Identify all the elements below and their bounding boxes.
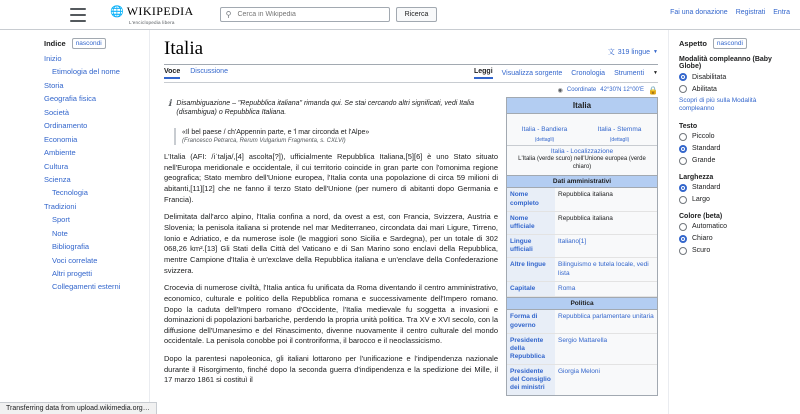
toc-item-tradizioni[interactable]: Tradizioni xyxy=(44,201,77,211)
article-columns xyxy=(164,97,658,397)
donate-link[interactable]: Fai una donazione xyxy=(670,9,728,16)
pin-icon: ◉ xyxy=(557,87,563,94)
appearance-option-label: Abilitata xyxy=(692,85,717,93)
infobox-value-nome-ufficiale: Repubblica italiana xyxy=(558,214,613,222)
info-icon: ℹ xyxy=(168,97,172,108)
infobox-key-capitale: Capitale xyxy=(507,282,555,296)
radio-icon[interactable] xyxy=(679,247,687,255)
article-prose xyxy=(164,97,498,397)
radio-icon[interactable] xyxy=(679,196,687,204)
infobox-value-nome-completo: Repubblica italiana xyxy=(558,191,613,199)
radio-icon[interactable] xyxy=(679,73,687,81)
toc-item-cultura[interactable]: Cultura xyxy=(44,161,69,171)
radio-icon[interactable] xyxy=(679,223,687,231)
logo-tagline: L'enciclopedia libera xyxy=(128,20,175,25)
namespace-tabs xyxy=(164,68,228,79)
appearance-option-largo[interactable] xyxy=(679,196,792,204)
search-box[interactable] xyxy=(220,7,390,22)
toc-item-altri-progetti[interactable]: Altri progetti xyxy=(52,269,93,278)
search-input[interactable] xyxy=(235,10,383,19)
appearance-option-label: Chiaro xyxy=(692,235,713,243)
view-tabs xyxy=(474,68,658,79)
toc-item-ambiente[interactable]: Ambiente xyxy=(44,148,76,158)
quote-source: (Francesco Petrarca, Rerum Vulgarium Fragmenta, s. CXLVI) xyxy=(182,138,346,145)
toc-item-voci-correlate[interactable]: Voci correlate xyxy=(52,255,98,265)
infobox-section-politics: Politica xyxy=(507,297,657,310)
search-button[interactable]: Ricerca xyxy=(396,7,438,22)
lock-icon: 🔒 xyxy=(648,85,658,95)
appearance-option-grande[interactable] xyxy=(679,157,792,165)
appearance-group-text xyxy=(679,123,792,165)
infobox-key-lingue-ufficiali: Lingue ufficiali xyxy=(507,235,555,257)
coordinates-label[interactable]: Coordinate xyxy=(566,87,597,94)
infobox-key-nome-completo: Nome completo xyxy=(507,188,555,210)
search-icon: ⚲ xyxy=(225,10,232,19)
appearance-option-label: Piccolo xyxy=(692,133,715,141)
hatnote-text: Disambiguazione – "Repubblica italiana" rimanda qui. Se stai cercando altri significati, vedi Italia (disambigua) o Repubblica Italiana. xyxy=(176,99,474,117)
page-title: Italia xyxy=(164,38,204,59)
infobox-row xyxy=(507,212,657,235)
infobox-value-presidente-consiglio[interactable]: Giorgia Meloni xyxy=(558,368,600,376)
toc-list xyxy=(14,55,139,292)
appearance-birthday-more-link[interactable]: Scopri di più sulla Modalità compleanno xyxy=(679,97,757,113)
toc-item-bibliografia[interactable]: Bibliografia xyxy=(52,242,90,252)
toc-item-economia[interactable]: Economia xyxy=(44,134,78,144)
infobox-location-caption: L'Italia (verde scuro) nell'Unione europea (verde chiaro) xyxy=(518,155,646,170)
site-header xyxy=(0,0,800,30)
language-icon: 文 xyxy=(607,49,615,56)
toc-item-collegamenti-esterni[interactable]: Collegamenti esterni xyxy=(52,282,121,292)
infobox-flag-caption[interactable]: Italia - Bandiera xyxy=(521,125,568,133)
appearance-header xyxy=(679,38,792,49)
appearance-option-label: Largo xyxy=(692,196,710,204)
radio-icon[interactable] xyxy=(679,85,687,93)
article-content xyxy=(150,30,668,414)
chevron-down-icon[interactable]: ▼ xyxy=(653,70,658,77)
infobox-key-presidente-consiglio: Presidente del Consiglio dei ministri xyxy=(507,365,555,395)
login-link[interactable]: Entra xyxy=(773,9,790,16)
tab-discussione[interactable]: Discussione xyxy=(190,67,228,75)
appearance-option-standard-larghezza[interactable] xyxy=(679,184,792,192)
paragraph-4: Dopo la parentesi napoleonica, gli italiani lottarono per l'unificazione e l'indipendenza nazionale durante il Risorgimento, finché dopo la seconda guerra d'indipendenza e la spedizione dei Mille, il 17 marzo 1861 si costituì il xyxy=(164,354,498,385)
appearance-group-label: Testo xyxy=(679,122,698,130)
appearance-group-label: Modalità compleanno (Baby Globe) xyxy=(679,56,772,70)
paragraph-3: Crocevia di numerose civiltà, l'Italia antica fu unificata da Roma diventando il centro amministrativo, economico, culturale e politico della Repubblica romana e successivamente dell'Impero romano. Dopo la caduta dell'Impero romano d'Occidente, l'Italia medievale fu soggetta a invasioni e dominazioni di popolazioni barbariche, perdendo la propria unità politica. Tra XV e XVI secolo, con la diffusione dell'Umanesimo e del Rinascimento, divenne nuovamente il centro culturale del mondo occidentale. La penisola conobbe poi il controriforma, il barocco e il neoclassicismo. xyxy=(164,283,498,346)
toc-item-etimologia[interactable]: Etimologia del nome xyxy=(52,67,120,77)
toc-item-storia[interactable]: Storia xyxy=(44,80,64,90)
infobox-value-forma-di-governo[interactable]: Repubblica parlamentare unitaria xyxy=(558,313,654,321)
infobox-value-presidente-repubblica[interactable]: Sergio Mattarella xyxy=(558,336,608,344)
appearance-option-piccolo[interactable] xyxy=(679,133,792,141)
radio-icon[interactable] xyxy=(679,133,687,141)
title-row xyxy=(164,38,658,61)
quote-text: «Il bel paese / ch'Appennin parte, e 'l mar circonda et l'Alpe» xyxy=(182,128,370,136)
toc-item-note[interactable]: Note xyxy=(52,228,68,238)
radio-icon[interactable] xyxy=(679,235,687,243)
appearance-option-label: Grande xyxy=(692,157,716,165)
infobox-key-presidente-repubblica: Presidente della Repubblica xyxy=(507,334,555,364)
status-bar: Transferring data from upload.wikimedia.org… xyxy=(0,402,157,414)
appearance-option-chiaro[interactable] xyxy=(679,235,792,243)
paragraph-2: Delimitata dall'arco alpino, l'Italia confina a nord, da ovest a est, con Francia, Svizzera, Austria e Slovenia; la penisola italiana si protende nel mar Mediterraneo, circondata dai mari Ligure, Tirreno, Ionio e Adriatico, e da numerose isole (le maggiori sono Sicilia e Sardegna), per un totale di 302 068,26 km².[13] Gli Stati della Città del Vaticano e di San Marino sono enclavi della Repubblica, mentre Campione d'Italia è un'exclave della Repubblica italiana e un'enclave della Confederazione svizzera. xyxy=(164,212,498,275)
infobox-title: Italia xyxy=(507,98,657,114)
infobox-value-altre-lingue[interactable]: Bilinguismo e tutela locale, vedi lista xyxy=(558,261,649,277)
chevron-down-icon: ▼ xyxy=(653,49,658,55)
radio-icon[interactable] xyxy=(679,157,687,165)
infobox-details-row xyxy=(507,136,657,145)
toc-item-inizio[interactable]: Inizio xyxy=(44,54,62,63)
language-selector-button[interactable] xyxy=(608,47,658,57)
toc-item-geografia-fisica[interactable]: Geografia fisica xyxy=(44,94,97,104)
radio-icon[interactable] xyxy=(679,145,687,153)
article-tabs xyxy=(164,65,658,83)
infobox-row xyxy=(507,282,657,297)
infobox xyxy=(506,97,658,397)
wikipedia-logo[interactable] xyxy=(110,4,194,25)
infobox-flag-details-link[interactable]: (dettagli) xyxy=(534,136,555,143)
toc-item-sport[interactable]: Sport xyxy=(52,215,70,225)
tab-leggi[interactable]: Leggi xyxy=(474,68,493,79)
appearance-option-label: Standard xyxy=(692,145,721,153)
appearance-option-label: Disabilitata xyxy=(692,73,727,81)
appearance-option-label: Standard xyxy=(692,184,721,192)
toc-item-societa[interactable]: Società xyxy=(44,107,70,117)
infobox-value-capitale[interactable]: Roma xyxy=(558,285,576,293)
appearance-group-birthday xyxy=(679,56,792,114)
infobox-section-admin: Dati amministrativi xyxy=(507,175,657,188)
infobox-row xyxy=(507,188,657,211)
toc-title: Indice xyxy=(44,39,66,48)
infobox-key-altre-lingue: Altre lingue xyxy=(507,258,555,281)
appearance-option-label: Automatico xyxy=(692,223,728,231)
coordinates-value[interactable]: 42°30'N 12°00'E xyxy=(600,87,645,94)
radio-icon[interactable] xyxy=(679,184,687,192)
appearance-group-label: Colore (beta) xyxy=(679,212,723,220)
appearance-panel xyxy=(668,30,800,414)
user-links xyxy=(670,9,790,16)
tab-strumenti[interactable]: Strumenti xyxy=(614,69,645,77)
tab-voce[interactable]: Voce xyxy=(164,68,180,79)
paragraph-1: L'Italia (AFI: /iˈtalja/,[4] ascolta[?]), ufficialmente Repubblica Italiana,[5][6] è uno Stato situato nell'Europa meridionale e occidentale, il cui territorio coincide in gran parte con l'omonima regione geografica; Stato membro dell'Unione europea, l'Italia conta una popolazione di circa 59 milioni di abitanti,[11][12] che ne fanno il terzo Stato dell'Unione (per numero di abitanti dopo Germania e Francia). xyxy=(164,152,498,204)
main-menu-icon[interactable] xyxy=(70,8,86,22)
appearance-hide-button[interactable]: nascondi xyxy=(713,38,747,49)
page-body xyxy=(0,30,800,414)
appearance-group-width xyxy=(679,174,792,204)
infobox-row xyxy=(507,258,657,282)
infobox-location-title[interactable]: Italia - Localizzazione xyxy=(550,147,614,155)
appearance-group-label: Larghezza xyxy=(679,173,714,181)
language-count-label: 319 lingue xyxy=(617,48,651,56)
appearance-option-label: Scuro xyxy=(692,247,711,255)
appearance-group-color xyxy=(679,213,792,255)
appearance-option-scuro[interactable] xyxy=(679,247,792,255)
quote-box xyxy=(174,128,498,146)
infobox-arms-details-link[interactable]: (dettagli) xyxy=(609,136,630,143)
infobox-row xyxy=(507,310,657,333)
globe-icon: 🌐 xyxy=(110,6,124,18)
toc-item-scienza[interactable]: Scienza xyxy=(44,174,71,184)
tab-visualizza-sorgente[interactable]: Visualizza sorgente xyxy=(501,69,563,77)
infobox-row xyxy=(507,235,657,258)
toc-header xyxy=(14,38,139,49)
search-area xyxy=(220,7,438,22)
tab-cronologia[interactable]: Cronologia xyxy=(571,69,606,77)
toc-item-ordinamento[interactable]: Ordinamento xyxy=(44,121,88,131)
infobox-row xyxy=(507,334,657,365)
infobox-value-lingue-ufficiali[interactable]: Italiano[1] xyxy=(558,237,587,245)
toc-hide-button[interactable]: nascondi xyxy=(72,38,106,49)
infobox-arms-caption[interactable]: Italia - Stemma xyxy=(597,125,642,133)
toc-item-tecnologia[interactable]: Tecnologia xyxy=(52,188,88,198)
table-of-contents xyxy=(0,30,150,414)
appearance-option-automatico[interactable] xyxy=(679,223,792,231)
appearance-title: Aspetto xyxy=(679,39,707,48)
infobox-key-forma-di-governo: Forma di governo xyxy=(507,310,555,332)
coordinates-row xyxy=(164,86,658,95)
appearance-option-standard-testo[interactable] xyxy=(679,145,792,153)
infobox-row xyxy=(507,365,657,395)
appearance-option-disabilitata[interactable] xyxy=(679,73,792,81)
infobox-location xyxy=(507,145,657,176)
logo-wordmark: WIKIPEDIA xyxy=(126,4,194,18)
appearance-option-abilitata[interactable] xyxy=(679,85,792,93)
infobox-flag-row xyxy=(507,114,657,136)
hatnote xyxy=(164,97,498,122)
infobox-key-nome-ufficiale: Nome ufficiale xyxy=(507,212,555,234)
create-account-link[interactable]: Registrati xyxy=(735,9,766,16)
